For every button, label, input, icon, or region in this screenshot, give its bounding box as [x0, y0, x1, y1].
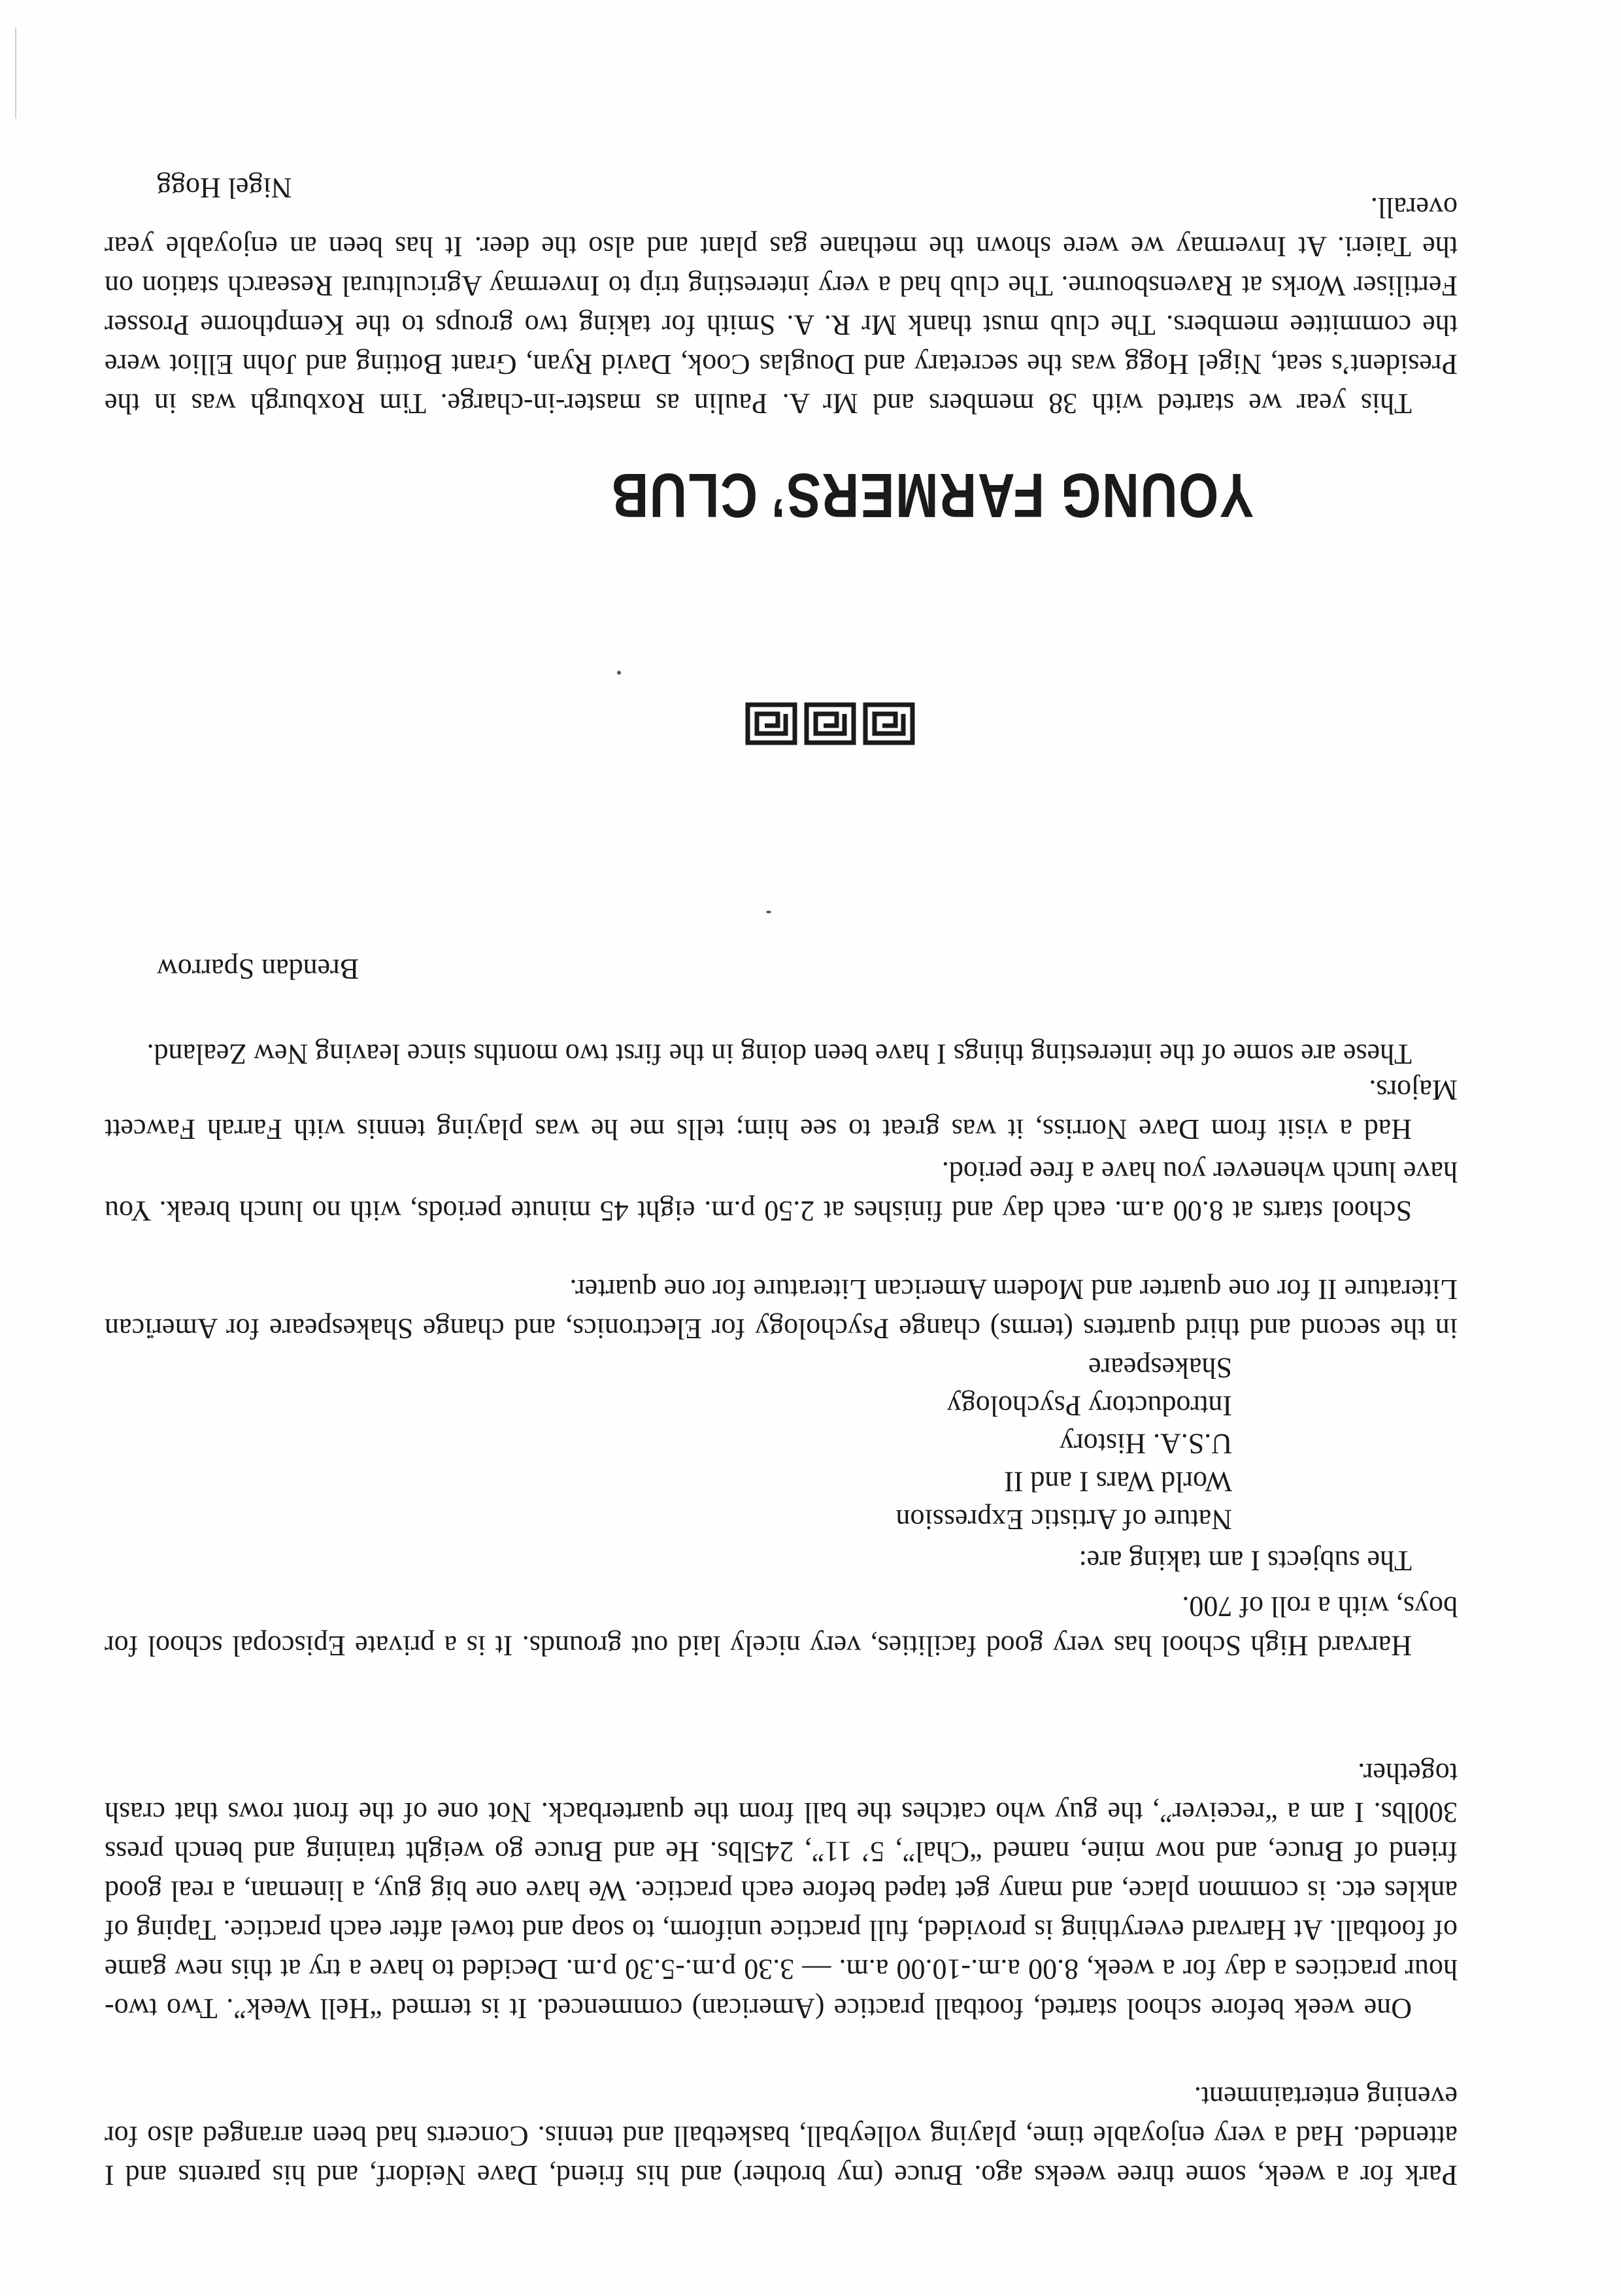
subject-item: World Wars I and II	[1004, 1466, 1232, 1498]
subjects-intro: The subjects I am taking are:	[1078, 1545, 1412, 1577]
club-signature: Nigel Hogg	[157, 172, 292, 204]
letter-paragraph-1: Park for a week, some three weeks ago. Bruce (my brother) and his friend, Dave Neidorf, and his parents and I attended. Had a very enjoyable time, playing volleyball, basketball and tennis. Concerts had been arranged also for evening entertainment.	[105, 2081, 1458, 2191]
letter-paragraph-5: School starts at 8.00 a.m. each day and finishes at 2.50 p.m. eight 45 minute periods, with no lunch break. You have lunch whenever you have a free period.	[105, 1156, 1458, 1227]
club-body: This year we started with 38 members and Mr A. Paulin as master-in-charge. Tim Roxburgh was in the President’s seat, Nigel Hogg was the secretary and Douglas Cook, David Ryan, Grant Botting and John Elliot were the committee members. The club must thank Mr R. A. Smith for taking two groups to the Kempthorne Prosser Fertiliser Works at Ravensbourne. The club had a very interesting trip to Invermay Agricultural Research station on the Taieri. At Invermay we were shown the methane gas plant and also the deer. It has been an enjoyable year overall.	[105, 192, 1458, 420]
letter-paragraph-3: Harvard High School has very good facilities, very nicely laid out grounds. It is a private Episcopal school for boys, with a roll of 700.	[105, 1591, 1458, 1662]
greek-key-ornament	[745, 701, 915, 747]
letter-paragraph-2: One week before school started, football practice (American) commenced. It is termed “Hell Week”. Two two-hour practices a day for a week, 8.00 a.m.-10.00 a.m. — 3.30 p.m.-5.30 p.m. Decided to have a try at this new game of football. At Harvard everything is provided, full practice uniform, to soap and towel after each practice. Taping of ankles etc. is common place, and many get taped before each practice. We have one big guy, a lineman, a real good friend of Bruce, and now mine, named “Chal”, 5’ 11”, 245lbs. He and Bruce go weight training and bench press 300lbs. I am a “receiver”, the guy who catches the ball from the quarterback. Not one of the front rows that crash together.	[105, 1757, 1458, 2025]
subject-item: Introductory Psychology	[946, 1390, 1232, 1422]
subject-item: U.S.A. History	[1059, 1428, 1232, 1460]
subject-item: Shakespeare	[1088, 1352, 1232, 1384]
letter-paragraph-6: Had a visit from Dave Norriss, it was great to see him; tells me he was playing tennis with Farrah Fawcett Majors.	[105, 1074, 1458, 1145]
scan-speck	[617, 671, 621, 675]
letter-paragraph-7: These are some of the interesting things I have been doing in the first two months since leaving New Zealand.	[146, 1038, 1412, 1070]
letter-signature: Brendan Sparrow	[157, 953, 359, 985]
subject-item: Nature of Artistic Expression	[895, 1504, 1232, 1536]
letter-paragraph-4: in the second and third quarters (terms) change Psychology for Electronics, and change Shakespeare for American Literature II for one quarter and Modern American Literature for one quarter.	[105, 1274, 1458, 1345]
scan-speck	[766, 911, 771, 913]
club-heading: YOUNG FARMERS’ CLUB	[610, 460, 1254, 530]
scan-edge-mark	[15, 27, 16, 119]
